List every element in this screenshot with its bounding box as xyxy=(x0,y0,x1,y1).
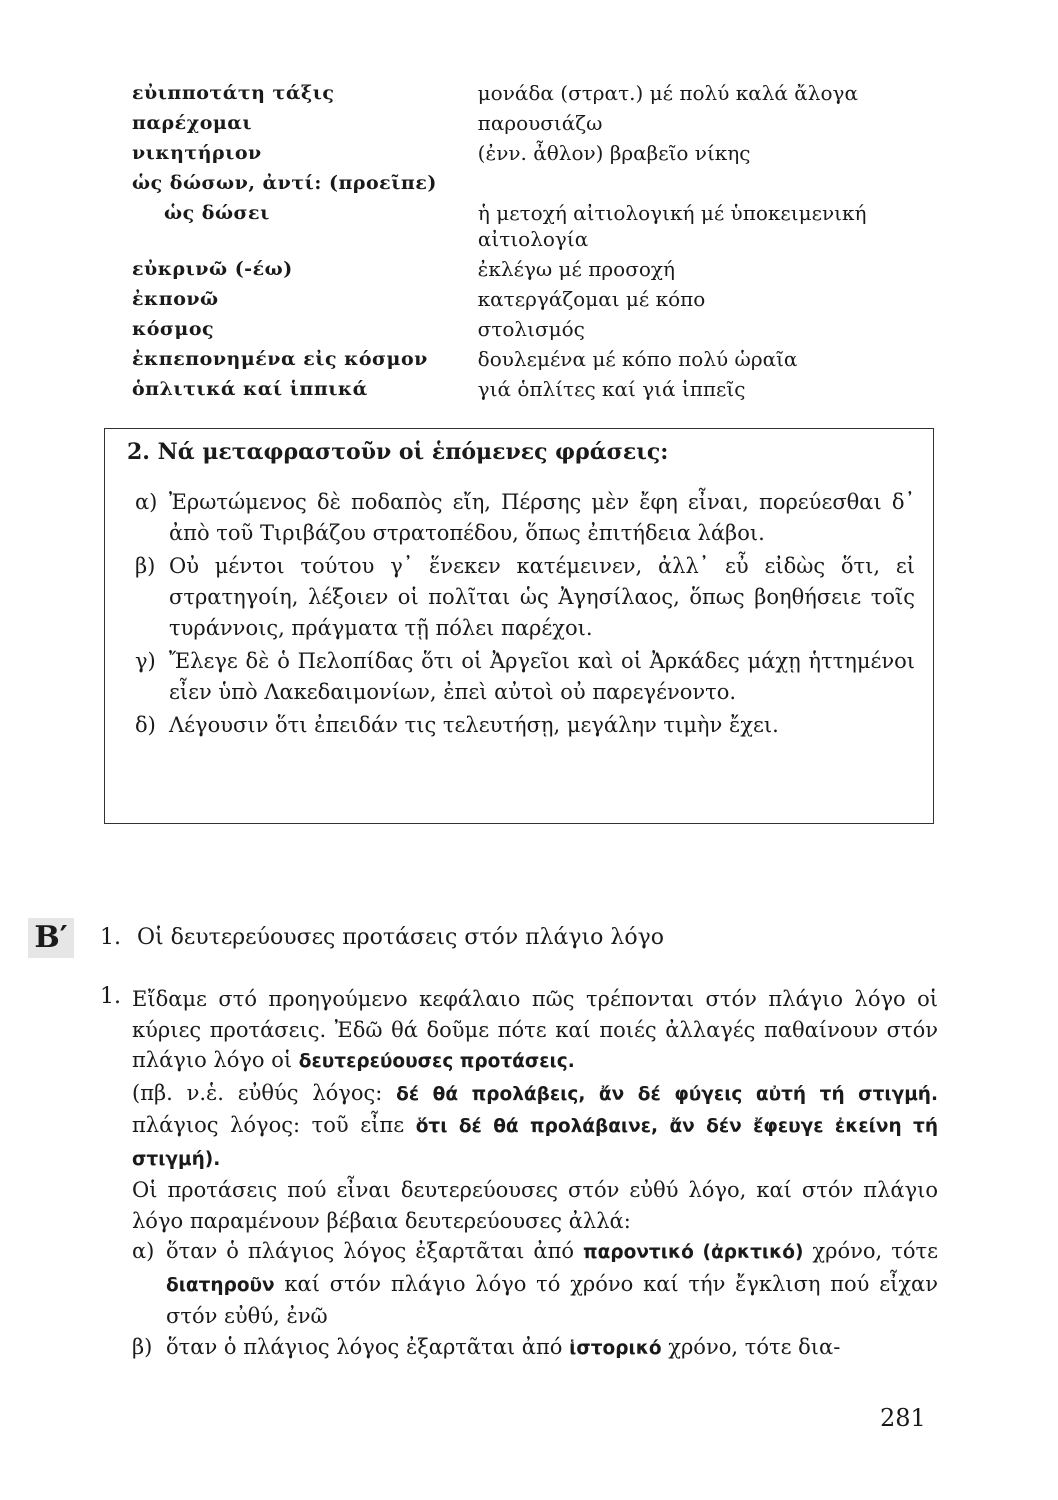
section-badge: Β′ xyxy=(28,918,74,958)
glossary-term: κόσμος xyxy=(132,318,215,340)
glossary-term: ἐκπεπονημένα εἰς κόσμον xyxy=(132,348,428,370)
item-text: Ἔλεγε δὲ ὁ Πελοπίδας ὅτι οἱ Ἀργεῖοι καὶ οἱ Ἀρκάδες μάχῃ ἡττημένοι εἶεν ὑπὸ Λακεδαιμονίων, ἐπεὶ αὐτοὶ οὐ παρεγένοντο. xyxy=(169,649,915,704)
exercise-item xyxy=(135,487,915,549)
item-label: δ) xyxy=(135,713,156,737)
glossary-term: ὡς δώσει xyxy=(164,202,270,224)
glossary-definition: ἡ μετοχή αἰτιολογική μέ ὑποκειμενική αἰτιολογία xyxy=(477,201,867,251)
section-number: 1. xyxy=(100,925,121,950)
text-run: χρόνο, τότε xyxy=(803,1239,938,1263)
item-text: Λέγουσιν ὅτι ἐπειδάν τις τελευτήσῃ, μεγάλην τιμὴν ἔχει. xyxy=(169,713,779,737)
list-text xyxy=(166,1332,938,1365)
exercise-item xyxy=(135,551,915,644)
bold-run: παροντικό (ἀρκτικό) xyxy=(583,1242,804,1263)
glossary-row xyxy=(132,168,932,198)
section-title: Οἱ δευτερεύουσες προτάσεις στόν πλάγιο λόγο xyxy=(137,925,664,950)
glossary-definition: μονάδα (στρατ.) μέ πολύ καλά ἄλογα xyxy=(477,81,858,105)
paragraph xyxy=(132,1078,938,1176)
text-run: πλάγιος λόγος: τοῦ εἶπε xyxy=(132,1113,416,1137)
section-heading xyxy=(100,925,664,950)
bold-run: ἱστορικό xyxy=(569,1337,662,1359)
glossary-row xyxy=(132,284,932,314)
text-run: ὅταν ὁ πλάγιος λόγος ἐξαρτᾶται ἀπό xyxy=(166,1334,570,1359)
bold-run: ὅτι δέ θά προλάβαινε, ἄν δέν ἔφευγε ἐκείνη τή στιγμή). xyxy=(132,1116,938,1170)
glossary-definition: στολισμός xyxy=(477,317,585,341)
glossary-definition: γιά ὁπλίτες καί γιά ἱππεῖς xyxy=(477,377,746,401)
item-label: α) xyxy=(135,490,158,514)
glossary-term: ὡς δώσων, ἀντί: (προεῖπε) xyxy=(132,172,437,194)
glossary-term: παρέχομαι xyxy=(132,112,253,134)
list-label: α) xyxy=(132,1239,155,1263)
text-run: (πβ. ν.ἑ. εὐθύς λόγος: xyxy=(132,1080,397,1105)
glossary-term: ὁπλιτικά καί ἱππικά xyxy=(132,378,368,400)
glossary xyxy=(132,78,932,404)
glossary-definition: (ἐνν. ἆθλον) βραβεῖο νίκης xyxy=(477,141,751,165)
bold-run: διατηροῦν xyxy=(166,1274,275,1296)
bold-run: δευτερεύουσες προτάσεις. xyxy=(298,1051,575,1072)
glossary-row xyxy=(132,108,932,138)
text-run: χρόνο, τότε δια- xyxy=(661,1334,841,1359)
paragraph-number: 1. xyxy=(100,984,121,1009)
exercise-item xyxy=(135,710,915,741)
exercise-box xyxy=(104,428,934,824)
glossary-row xyxy=(132,198,932,254)
item-text: Οὐ μέντοι τούτου γ᾽ ἕνεκεν κατέμεινεν, ἀλλ᾽ εὖ εἰδὼς ὅτι, εἰ στρατηγοίη, λέξοιεν οἱ πολῖται ὡς Ἀγησίλαος, ὅπως βοηθήσειε τοῖς τυράννοις, πράγματα τῇ πόλει παρέχοι. xyxy=(169,554,915,640)
exercise-title: 2. Νά μεταφραστοῦν οἱ ἑπόμενες φράσεις: xyxy=(127,439,669,465)
list-item xyxy=(132,1332,938,1365)
list-label: β) xyxy=(132,1334,153,1359)
glossary-definition: κατεργάζομαι μέ κόπο xyxy=(477,287,706,311)
exercise-list xyxy=(135,487,915,743)
text-run: Εἴδαμε στό προηγούμενο κεφάλαιο πῶς τρέπονται στόν πλάγιο λόγο οἱ κύριες προτάσεις. Ἐδῶ θά δοῦμε πότε καί ποιές ἀλλαγές παθαίνουν στόν πλάγιο λόγο οἱ xyxy=(132,987,938,1072)
glossary-definition: παρουσιάζω xyxy=(477,111,603,135)
glossary-row xyxy=(132,374,932,404)
glossary-row xyxy=(132,254,932,284)
text-run: καί στόν πλάγιο λόγο τό χρόνο καί τήν ἔγκλιση πού εἶχαν στόν εὐθύ, ἐνῶ xyxy=(166,1271,938,1328)
list-text xyxy=(166,1236,938,1332)
glossary-row xyxy=(132,314,932,344)
item-text: Ἐρωτώμενος δὲ ποδαπὸς εἴη, Πέρσης μὲν ἔφη εἶναι, πορεύεσθαι δ᾽ ἀπὸ τοῦ Τιριβάζου στρατοπέδου, ὅπως ἐπιτήδεια λάβοι. xyxy=(169,490,915,545)
item-label: γ) xyxy=(135,649,156,673)
page-number: 281 xyxy=(880,1404,926,1432)
glossary-term: εὐιπποτάτη τάξις xyxy=(132,82,335,104)
list-item xyxy=(132,1236,938,1332)
item-label: β) xyxy=(135,554,156,578)
glossary-row xyxy=(132,138,932,168)
glossary-definition: δουλεμένα μέ κόπο πολύ ὡραῖα xyxy=(477,347,798,371)
text-run: ὅταν ὁ πλάγιος λόγος ἐξαρτᾶται ἀπό xyxy=(166,1239,584,1263)
bold-run: δέ θά προλάβεις, ἄν δέ φύγεις αὐτή τή στιγμή. xyxy=(396,1083,939,1105)
glossary-term: ἐκπονῶ xyxy=(132,288,219,310)
body-text xyxy=(132,984,938,1364)
paragraph: Οἱ προτάσεις πού εἶναι δευτερεύουσες στόν εὐθύ λόγο, καί στόν πλάγιο λόγο παραμένουν βέβαια δευτερεύουσες ἀλλά: xyxy=(132,1178,938,1233)
glossary-row xyxy=(132,78,932,108)
exercise-item xyxy=(135,646,915,708)
glossary-term: εὐκρινῶ (-έω) xyxy=(132,258,293,280)
glossary-row xyxy=(132,344,932,374)
paragraph xyxy=(132,984,938,1078)
glossary-definition: ἐκλέγω μέ προσοχή xyxy=(477,257,676,281)
glossary-term: νικητήριον xyxy=(132,142,262,164)
glossary-definition xyxy=(478,168,932,198)
